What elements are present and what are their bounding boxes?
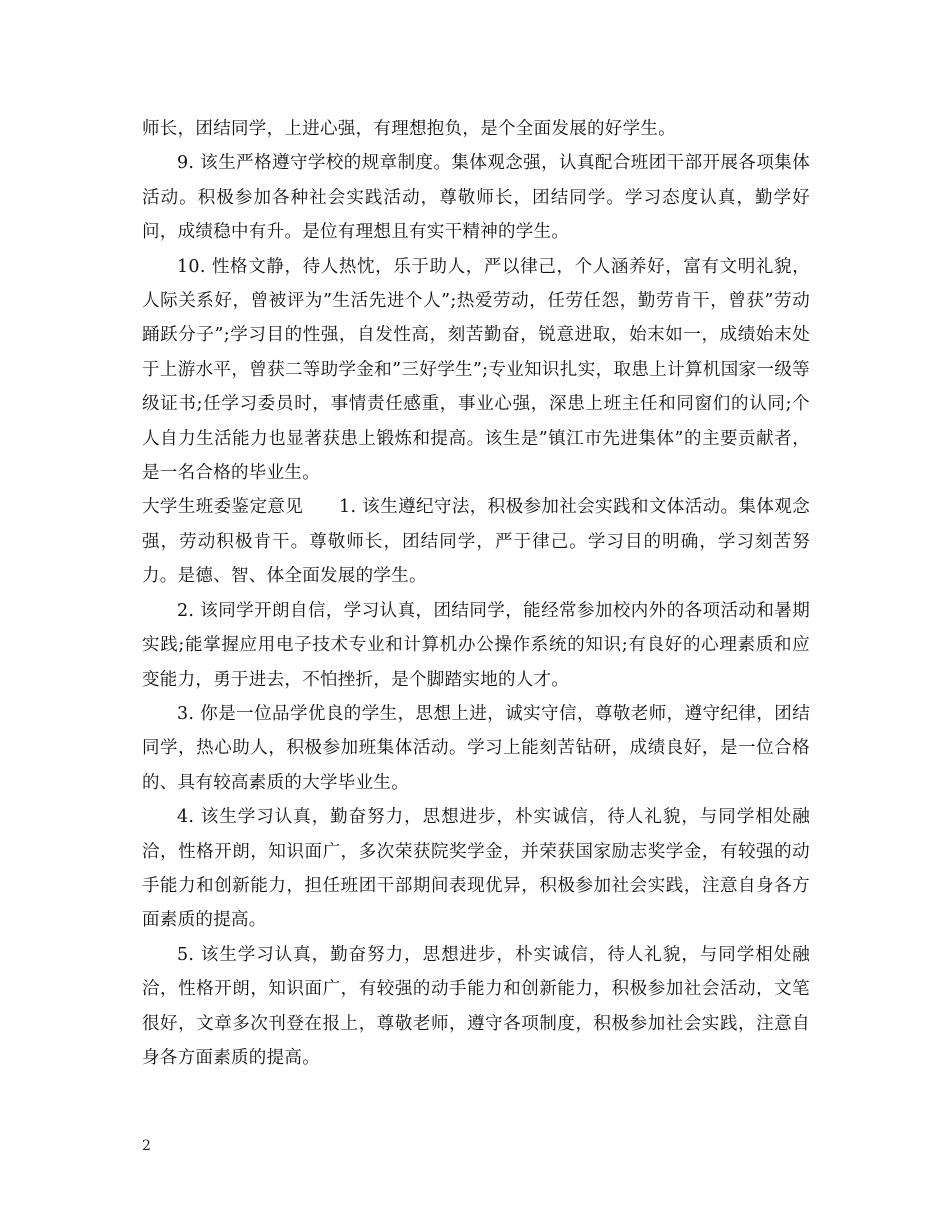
- paragraph-item-2: 2. 该同学开朗自信，学习认真，团结同学，能经常参加校内外的各项活动和暑期实践;能掌握应用电子技术专业和计算机办公操作系统的知识;有良好的心理素质和应变能力，勇于进去，不怕挫折，是个脚踏实地的人才。: [142, 600, 810, 690]
- paragraph-item-3: 3. 你是一位品学优良的学生，思想上进，诚实守信，尊敬老师，遵守纪律，团结同学，热心助人，积极参加班集体活动。学习上能刻苦钻研，成绩良好，是一位合格的、具有较高素质的大学毕业生。: [142, 703, 810, 793]
- document-body: [142, 112, 810, 1075]
- paragraph-continuation: 师长，团结同学，上进心强，有理想抱负，是个全面发展的好学生。: [142, 119, 676, 139]
- page-number: 2: [142, 1138, 151, 1154]
- paragraph-item-5: 5. 该生学习认真，勤奋努力，思想进步，朴实诚信，待人礼貌，与同学相处融洽，性格开朗，知识面广，有较强的动手能力和创新能力，积极参加社会活动，文笔很好，文章多次刊登在报上，尊敬老师，遵守各项制度，积极参加社会实践，注意自身各方面素质的提高。: [142, 944, 810, 1068]
- paragraph-item-10: 10. 性格文静，待人热忱，乐于助人，严以律己，个人涵养好，富有文明礼貌，人际关系好，曾被评为”生活先进个人”;热爱劳动，任劳任怨，勤劳肯干，曾获”劳动踊跃分子”;学习目的性强，自发性高，刻苦勤奋，锐意进取，始末如一，成绩始末处于上游水平，曾获二等助学金和”三好学生”;专业知识扎实，取患上计算机国家一级等级证书;任学习委员时，事情责任感重，事业心强，深患上班主任和同窗们的认同;个人自力生活能力也显著获患上锻炼和提高。该生是”镇江市先进集体”的主要贡献者，是一名合格的毕业生。: [142, 256, 810, 484]
- paragraph-item-9: 9. 该生严格遵守学校的规章制度。集体观念强，认真配合班团干部开展各项集体活动。积极参加各种社会实践活动，尊敬师长，团结同学。学习态度认真，勤学好问，成绩稳中有升。是位有理想且有实干精神的学生。: [142, 153, 810, 243]
- paragraph-section-heading-item-1: 大学生班委鉴定意见 1. 该生遵纪守法，积极参加社会实践和文体活动。集体观念强，劳动积极肯干。尊敬师长，团结同学，严于律己。学习目的明确，学习刻苦努力。是德、智、体全面发展的学生。: [142, 497, 810, 587]
- paragraph-item-4: 4. 该生学习认真，勤奋努力，思想进步，朴实诚信，待人礼貌，与同学相处融洽，性格开朗，知识面广，多次荣获院奖学金，并荣获国家励志奖学金，有较强的动手能力和创新能力，担任班团干部期间表现优异，积极参加社会实践，注意自身各方面素质的提高。: [142, 807, 810, 931]
